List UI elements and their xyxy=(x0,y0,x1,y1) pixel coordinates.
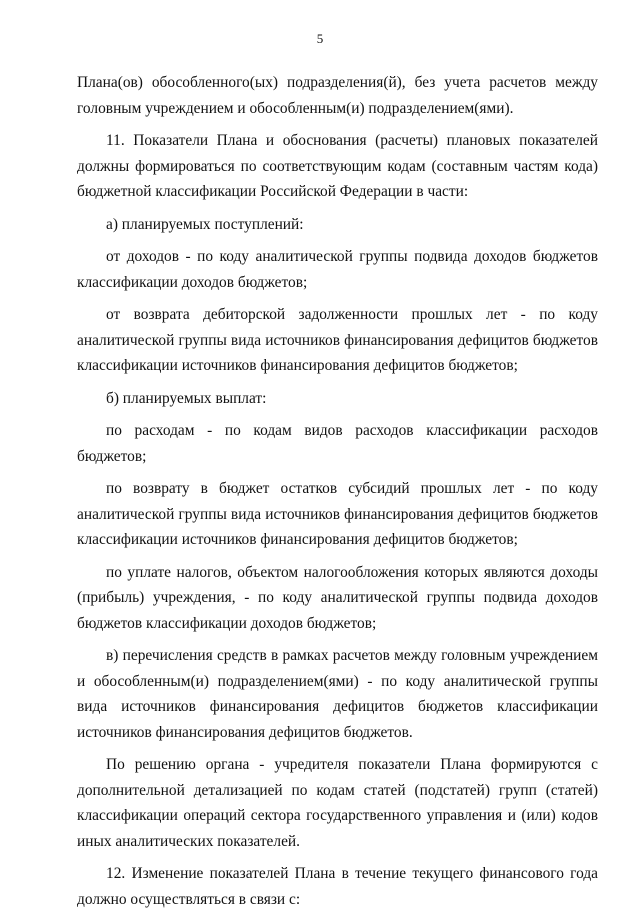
paragraph-planned-receipts: а) планируемых поступлений: xyxy=(106,215,304,233)
paragraph-founder-decision: По решению органа - учредителя показатели Плана формируются с дополнительной детализацией по кодам статей (подстатей) групп (статей) классификации операций сектора государственного управления и (или) кодов иных аналитических показателей. xyxy=(77,756,598,850)
paragraph-income: от доходов - по коду аналитической группы подвида доходов бюджетов классификации доходов бюджетов; xyxy=(77,248,598,291)
paragraph-expenses: по расходам - по кодам видов расходов классификации расходов бюджетов; xyxy=(77,422,598,465)
paragraph-planned-payments: б) планируемых выплат: xyxy=(106,389,267,407)
page-number: 5 xyxy=(316,31,324,46)
paragraph-continuation: Плана(ов) обособленного(ых) подразделения(й), без учета расчетов между головным учреждением и обособленным(и) подразделением(ями). xyxy=(77,74,598,117)
paragraph-item-12: 12. Изменение показателей Плана в течение текущего финансового года должно осуществляться в связи с: xyxy=(77,865,598,908)
paragraph-item-11: 11. Показатели Плана и обоснования (расчеты) плановых показателей должны формироваться по соответствующим кодам (составным частям кода) бюджетной классификации Российской Федерации в части: xyxy=(77,132,598,200)
paragraph-taxes: по уплате налогов, объектом налогообложения которых являются доходы (прибыль) учреждения, - по коду аналитической группы подвида доходов бюджетов классификации доходов бюджетов; xyxy=(77,563,598,632)
document-body xyxy=(77,70,598,912)
paragraph-receivables: от возврата дебиторской задолженности прошлых лет - по коду аналитической группы вида источников финансирования дефицитов бюджетов классификации источников финансирования дефицитов бюджетов; xyxy=(77,306,598,374)
paragraph-transfers: в) перечисления средств в рамках расчетов между головным учреждением и обособленным(и) подразделением(ями) - по коду аналитической группы вида источников финансирования дефицитов бюджетов классификации источников финансирования дефицитов бюджетов. xyxy=(77,647,598,741)
paragraph-subsidy-return: по возврату в бюджет остатков субсидий прошлых лет - по коду аналитической группы вида источников финансирования дефицитов бюджетов классификации источников финансирования дефицитов бюджетов; xyxy=(77,480,598,548)
